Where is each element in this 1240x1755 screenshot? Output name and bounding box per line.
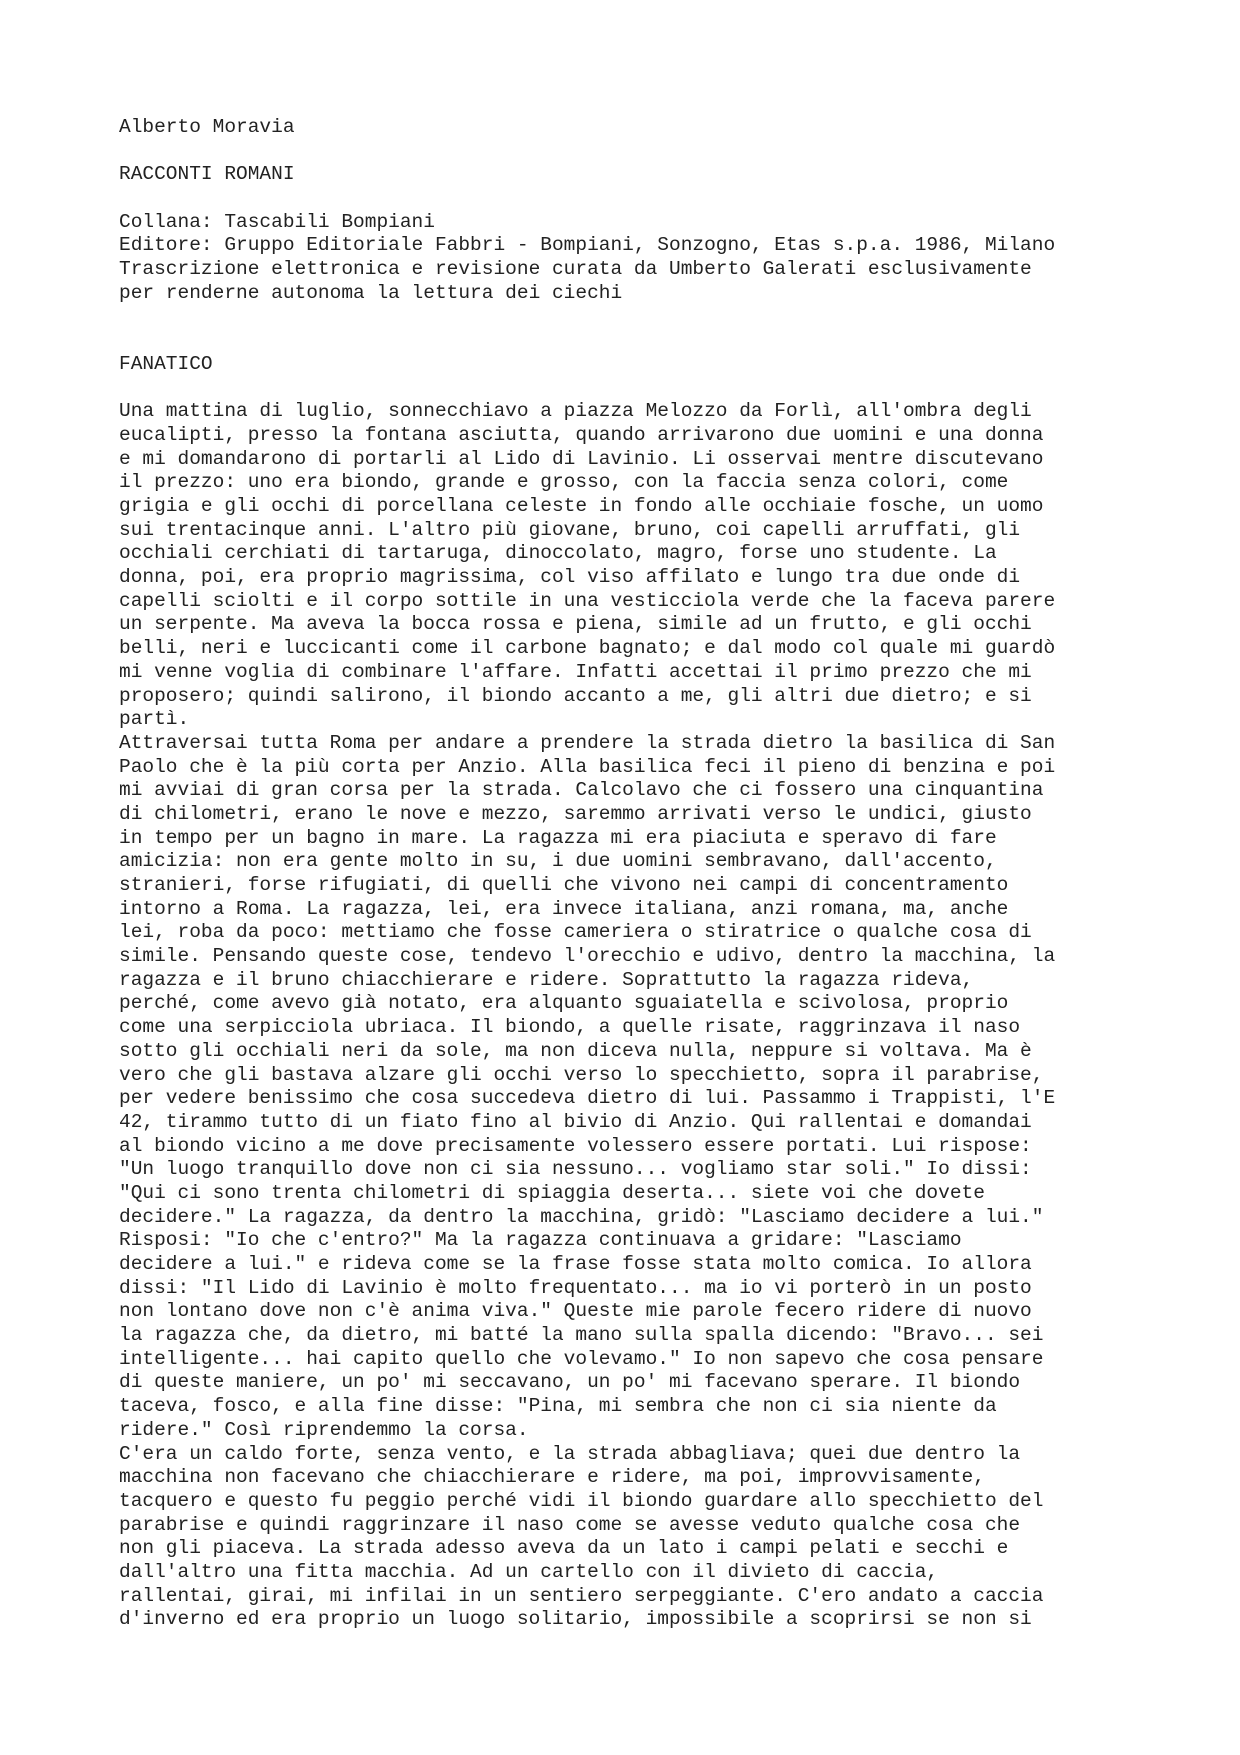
- body-line: 42, tirammo tutto di un fiato fino al bivio di Anzio. Qui rallentai e domandai: [119, 1110, 1032, 1133]
- body-line: la ragazza che, da dietro, mi batté la mano sulla spalla dicendo: "Bravo... sei: [119, 1324, 1044, 1347]
- body-line: non lontano dove non c'è anima viva." Queste mie parole fecero ridere di nuovo: [119, 1300, 1032, 1323]
- body-line: il prezzo: uno era biondo, grande e grosso, con la faccia senza colori, come: [119, 471, 1009, 494]
- colophon-line: per renderne autonoma la lettura dei ciechi: [119, 281, 623, 304]
- body-line: non gli piaceva. La strada adesso aveva da un lato i campi pelati e secchi e: [119, 1537, 1009, 1560]
- body-line: "Un luogo tranquillo dove non ci sia nessuno... vogliamo star soli." Io dissi:: [119, 1158, 1032, 1181]
- body-line: capelli sciolti e il corpo sottile in una vesticciola verde che la faceva parere: [119, 589, 1056, 612]
- spacer: [119, 377, 1229, 401]
- body-line: in tempo per un bagno in mare. La ragazza mi era piaciuta e speravo di fare: [119, 826, 997, 849]
- body-line: per vedere benissimo che cosa succedeva dietro di lui. Passammo i Trappisti, l'E: [119, 1087, 1056, 1110]
- body-line: belli, neri e luccicanti come il carbone bagnato; e dal modo col quale mi guardò: [119, 637, 1056, 660]
- body-line: occhiali cerchiati di tartaruga, dinoccolato, magro, forse uno studente. La: [119, 542, 997, 565]
- body-line: ridere." Così riprendemmo la corsa.: [119, 1418, 529, 1441]
- body-line: stranieri, forse rifugiati, di quelli che vivono nei campi di concentramento: [119, 874, 1009, 896]
- body-line: "Qui ci sono trenta chilometri di spiaggia deserta... siete voi che dovete: [119, 1181, 985, 1204]
- body-line: decidere a lui." e rideva come se la frase fosse stata molto comica. Io allora: [119, 1253, 1032, 1275]
- spacer: [119, 329, 1229, 353]
- body-line: intorno a Roma. La ragazza, lei, era invece italiana, anzi romana, ma, anche: [119, 897, 1009, 920]
- body-line: come una serpicciola ubriaca. Il biondo, a quelle risate, raggrinzava il naso: [119, 1016, 1021, 1039]
- body-line: taceva, fosco, e alla fine disse: "Pina, mi sembra che non ci sia niente da: [119, 1395, 997, 1418]
- body-line: mi avviai di gran corsa per la strada. Calcolavo che ci fossero una cinquantina: [119, 779, 1044, 802]
- spacer: [119, 187, 1229, 211]
- body-line: grigia e gli occhi di porcellana celeste in fondo alle occhiaie fosche, un uomo: [119, 495, 1044, 517]
- spacer: [119, 140, 1229, 164]
- body-line: dall'altro una fitta macchia. Ad un cartello con il divieto di caccia,: [119, 1560, 939, 1583]
- body-line: intelligente... hai capito quello che volevamo." Io non sapevo che cosa pensare: [119, 1347, 1044, 1370]
- body-line: Una mattina di luglio, sonnecchiavo a piazza Melozzo da Forlì, all'ombra degli: [119, 400, 1032, 423]
- body-line: al biondo vicino a me dove precisamente volessero essere portati. Lui rispose:: [119, 1134, 1032, 1157]
- body-line: rallentai, girai, mi infilai in un sentiero serpeggiante. C'ero andato a caccia: [119, 1584, 1044, 1607]
- spacer: [119, 306, 1229, 330]
- body-line: sotto gli occhiali neri da sole, ma non diceva nulla, neppure si voltava. Ma è: [119, 1039, 1032, 1062]
- body-line: un serpente. Ma aveva la bocca rossa e piena, simile ad un frutto, e gli occhi: [119, 613, 1032, 636]
- body-line: macchina non facevano che chiacchierare e ridere, ma poi, improvvisamente,: [119, 1466, 985, 1489]
- body-line: eucalipti, presso la fontana asciutta, quando arrivarono due uomini e una donna: [119, 423, 1044, 446]
- body-line: d'inverno ed era proprio un luogo solitario, impossibile a scoprirsi se non si: [119, 1608, 1032, 1631]
- body-line: simile. Pensando queste cose, tendevo l'orecchio e udivo, dentro la macchina, la: [119, 945, 1056, 968]
- body-line: C'era un caldo forte, senza vento, e la strada abbagliava; quei due dentro la: [119, 1442, 1021, 1465]
- body-line: di queste maniere, un po' mi seccavano, un po' mi facevano sperare. Il biondo: [119, 1371, 1021, 1394]
- body-line: lei, roba da poco: mettiamo che fosse cameriera o stiratrice o qualche cosa di: [119, 921, 1032, 944]
- body-line: mi venne voglia di combinare l'affare. Infatti accettai il primo prezzo che mi: [119, 660, 1032, 683]
- body-line: vero che gli bastava alzare gli occhi verso lo specchietto, sopra il parabrise,: [119, 1063, 1044, 1086]
- body-line: decidere." La ragazza, da dentro la macchina, gridò: "Lasciamo decidere a lui.": [119, 1205, 1044, 1228]
- book-title: RACCONTI ROMANI: [119, 163, 295, 186]
- body-line: Attraversai tutta Roma per andare a prendere la strada dietro la basilica di San: [119, 731, 1056, 754]
- colophon-line: Trascrizione elettronica e revisione curata da Umberto Galerati esclusivamente: [119, 258, 1032, 281]
- body-line: perché, come avevo già notato, era alquanto sguaiatella e scivolosa, proprio: [119, 992, 1009, 1015]
- body-line: dissi: "Il Lido di Lavinio è molto frequentato... ma io vi porterò in un posto: [119, 1276, 1032, 1299]
- body-line: amicizia: non era gente molto in su, i due uomini sembravano, dall'accento,: [119, 850, 997, 873]
- author-name: Alberto Moravia: [119, 116, 295, 138]
- body-line: Risposi: "Io che c'entro?" Ma la ragazza continuava a gridare: "Lasciamo: [119, 1229, 962, 1252]
- body-line: ragazza e il bruno chiacchierare e ridere. Soprattutto la ragazza rideva,: [119, 968, 974, 991]
- body-line: proposero; quindi salirono, il biondo accanto a me, gli altri due dietro; e si: [119, 684, 1032, 707]
- body-line: donna, poi, era proprio magrissima, col viso affilato e lungo tra due onde di: [119, 566, 1021, 589]
- body-line: Paolo che è la più corta per Anzio. Alla basilica feci il pieno di benzina e poi: [119, 755, 1056, 778]
- colophon-line: Collana: Tascabili Bompiani: [119, 210, 435, 233]
- document-page: [119, 116, 1229, 1632]
- story-title: FANATICO: [119, 352, 213, 375]
- story-body: [119, 400, 1229, 1632]
- body-line: parabrise e quindi raggrinzare il naso come se avesse veduto qualche cosa che: [119, 1513, 1021, 1536]
- body-line: partì.: [119, 708, 190, 731]
- body-line: sui trentacinque anni. L'altro più giovane, bruno, coi capelli arruffati, gli: [119, 518, 1021, 541]
- colophon: [119, 211, 1229, 306]
- body-line: di chilometri, erano le nove e mezzo, saremmo arrivati verso le undici, giusto: [119, 802, 1032, 825]
- body-line: tacquero e questo fu peggio perché vidi il biondo guardare allo specchietto del: [119, 1489, 1044, 1512]
- colophon-line: Editore: Gruppo Editoriale Fabbri - Bompiani, Sonzogno, Etas s.p.a. 1986, Milano: [119, 234, 1056, 257]
- body-line: e mi domandarono di portarli al Lido di Lavinio. Li osservai mentre discutevano: [119, 447, 1044, 470]
